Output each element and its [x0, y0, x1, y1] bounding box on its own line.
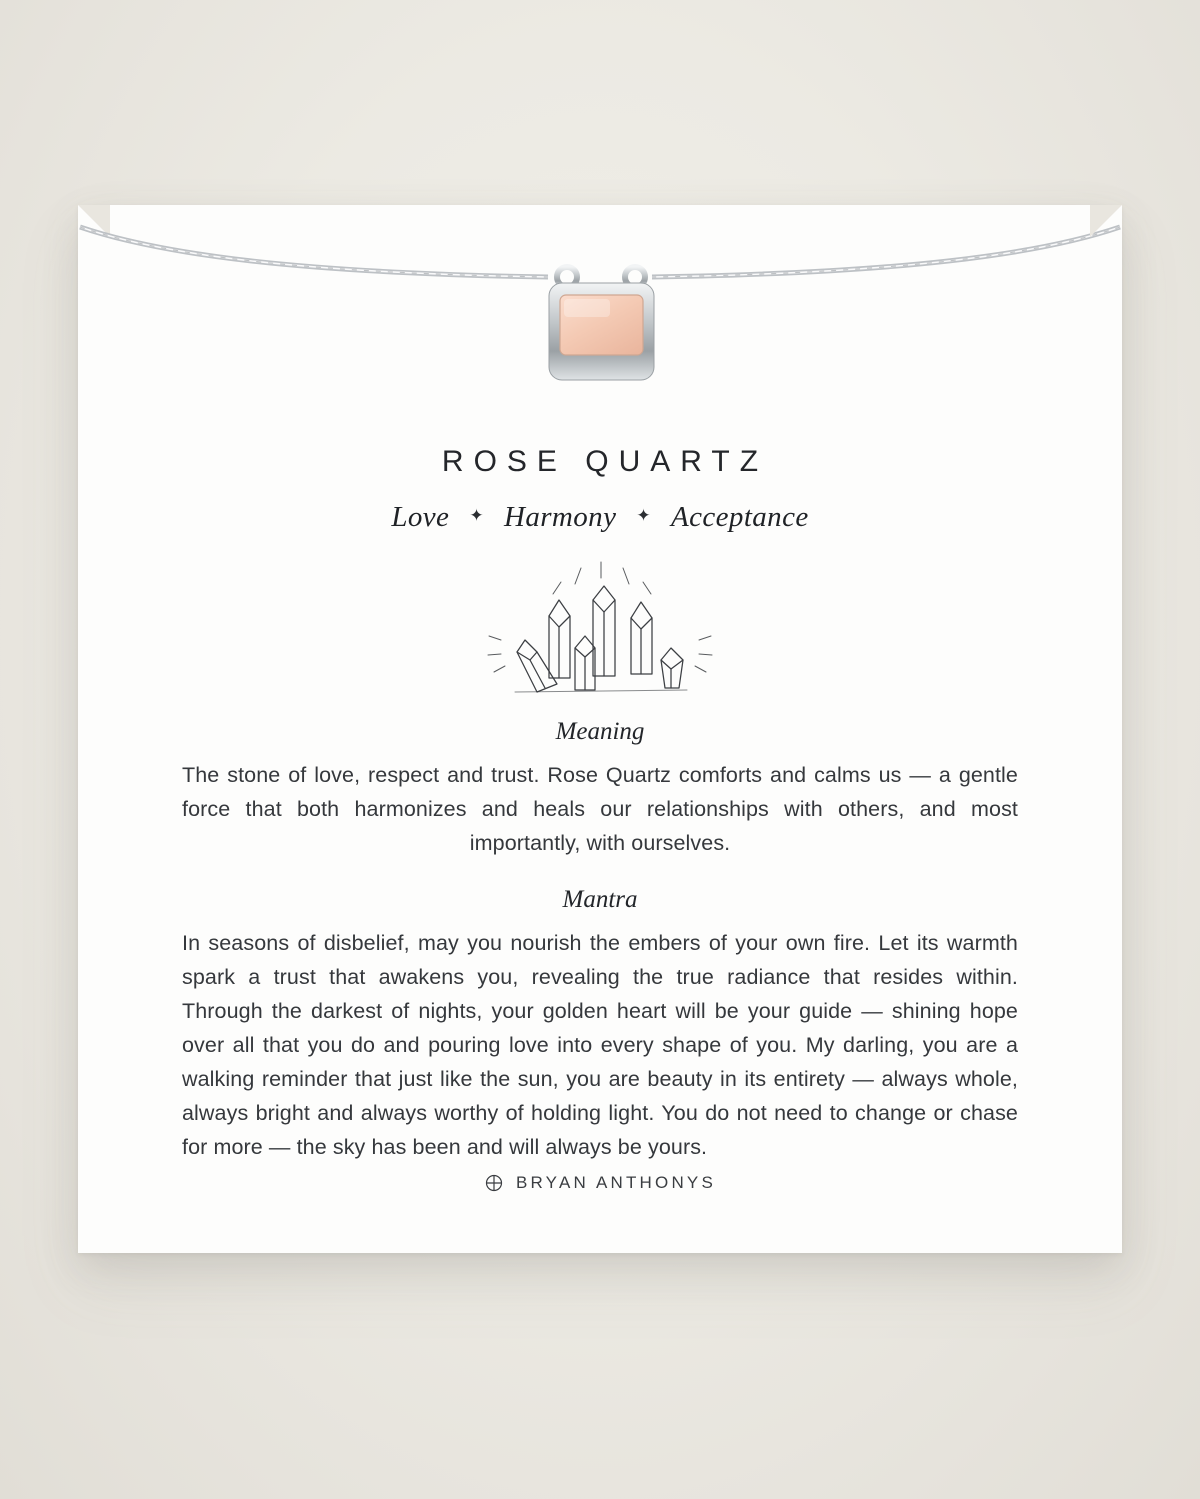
crystal-left-small: [517, 640, 557, 692]
meaning-label: Meaning: [555, 718, 645, 745]
product-card: [78, 205, 1122, 1253]
pendant: [549, 283, 654, 380]
keyword-love: Love: [391, 501, 450, 533]
brand-logo-lockup: [78, 1173, 1122, 1193]
mantra-text: In seasons of disbelief, may you nourish the embers of your own fire. Let its warmth spark a trust that awakens you, revealing the true radiance that resides within. Through the darkest of nights, your golden heart will be your guide — shining hope over all that you do and pouring love into every shape of you. My darling, you are a walking reminder that just like the sun, you are beauty in its entirety — always whole, always bright and always worthy of holding light. You do not need to change or chase for more — the sky has been and will always be yours.: [182, 931, 1018, 1159]
brand-name: BRYAN ANTHONYS: [515, 1173, 717, 1192]
pendant-bails: [557, 267, 645, 287]
keyword-acceptance: Acceptance: [671, 501, 809, 533]
meaning-text: The stone of love, respect and trust. Rose Quartz comforts and calms us — a gentle force that both harmonizes and heals our relationships with others, and most importantly, with ourselves.: [182, 763, 1018, 855]
sparkle-icon: ✦: [469, 505, 484, 525]
sparkle-icon: ✦: [636, 505, 651, 525]
crystal-cluster-icon: [475, 556, 725, 706]
keyword-harmony: Harmony: [504, 501, 617, 533]
chain-links: [80, 227, 1120, 277]
brand-mark-icon: [484, 1173, 504, 1193]
keyword-list: [182, 501, 1018, 534]
pendant-stone: [560, 295, 643, 355]
chain-right: [652, 227, 1120, 277]
card-inner: [78, 205, 1122, 1253]
chain-left: [80, 227, 548, 277]
mantra-label: Mantra: [562, 886, 638, 913]
page-title: ROSE QUARTZ: [441, 445, 769, 478]
necklace-illustration: [78, 205, 1122, 405]
card-content: [182, 445, 1018, 1164]
